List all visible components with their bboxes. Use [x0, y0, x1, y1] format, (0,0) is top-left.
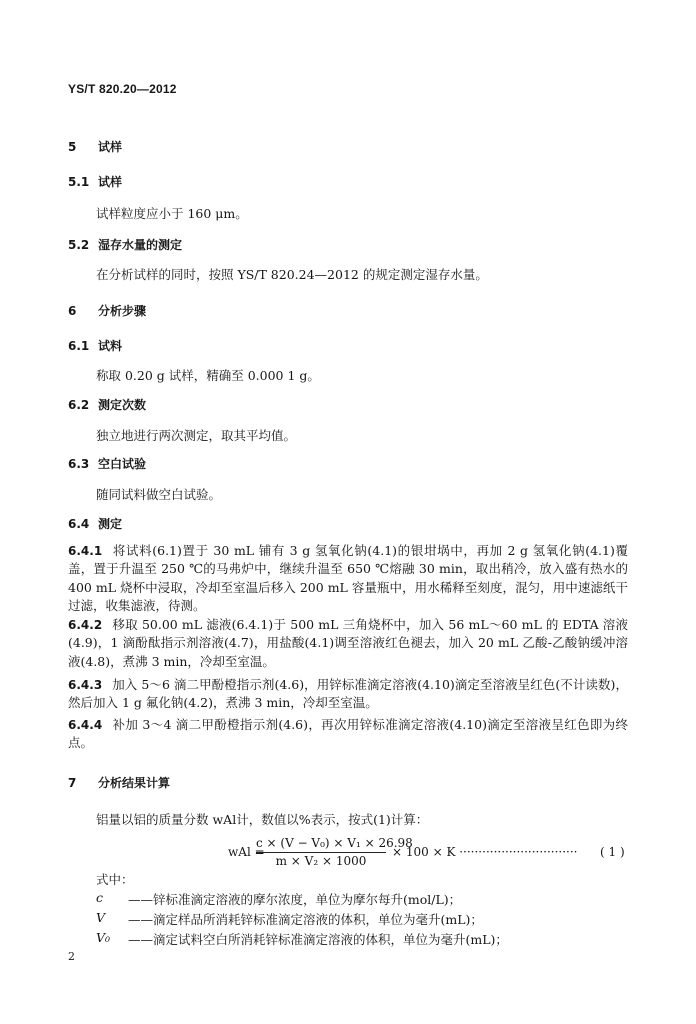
- section-title: 测定: [98, 517, 123, 531]
- section-title: 试样: [98, 175, 123, 189]
- paragraph-6-4-1: [68, 542, 628, 616]
- section-heading-6-2: [68, 396, 146, 413]
- paragraph-6-4-2: [68, 616, 628, 671]
- section-text-5-1: 试样粒度应小于 160 μm。: [96, 206, 248, 221]
- where-description: ——滴定试料空白所消耗锌标准滴定溶液的体积，单位为毫升(mL)；: [128, 932, 508, 947]
- section-7-intro: 铝量以铝的质量分数 wAl计，数值以%表示，按式(1)计算：: [96, 812, 429, 827]
- where-symbol: V₀: [96, 930, 111, 945]
- where-symbol: c: [96, 890, 104, 905]
- section-number: 6.2: [68, 398, 90, 412]
- where-description: ——滴定样品所消耗锌标准滴定溶液的体积，单位为毫升(mL)；: [128, 912, 483, 927]
- where-description: ——锌标准滴定溶液的摩尔浓度，单位为摩尔每升(mol/L)；: [128, 892, 462, 907]
- section-title: 空白试验: [98, 457, 147, 471]
- clause-number: 6.4.2: [68, 618, 103, 632]
- section-number: 5: [68, 140, 77, 154]
- section-text-6-1: 称取 0.20 g 试样，精确至 0.000 1 g。: [96, 368, 320, 383]
- paragraph-6-4-4: [68, 716, 628, 753]
- equation-number: ( 1 ): [600, 845, 625, 859]
- section-heading-5-1: [68, 173, 122, 190]
- section-number: 5.2: [68, 238, 90, 252]
- formula-lhs: wAl =: [228, 845, 265, 859]
- clause-text: 加入 5～6 滴二甲酚橙指示剂(4.6)，用锌标准滴定溶液(4.10)滴定至溶液呈红色(不计读数)，然后加入 1 g 氟化钠(4.2)，煮沸 3 min，冷却至室温。: [68, 677, 628, 711]
- section-title: 试样: [98, 140, 123, 154]
- section-number: 6.4: [68, 517, 90, 531]
- section-heading-6-3: [68, 455, 146, 472]
- section-title: 试料: [98, 339, 123, 353]
- where-symbol: V: [96, 910, 106, 925]
- fraction-bar: [256, 852, 386, 853]
- clause-text: 移取 50.00 mL 滤液(6.4.1)于 500 mL 三角烧杯中，加入 56 mL～60 mL 的 EDTA 溶液(4.9)，1 滴酚酞指示剂溶液(4.7)，用盐酸(4.1)调至溶液红色褪去，加入 20 mL 乙酸-乙酸钠缓冲溶液(4.8)，煮沸 3 min，冷却至室温。: [68, 617, 628, 669]
- section-heading-6-1: [68, 337, 122, 354]
- paragraph-6-4-3: [68, 676, 628, 713]
- section-number: 6: [68, 304, 77, 318]
- clause-number: 6.4.4: [68, 718, 103, 732]
- where-label: 式中：: [96, 872, 134, 887]
- section-number: 5.1: [68, 175, 90, 189]
- page-number: 2: [68, 950, 75, 963]
- section-title: 分析步骤: [98, 304, 147, 318]
- section-number: 6.3: [68, 457, 90, 471]
- section-text-6-2: 独立地进行两次测定，取其平均值。: [96, 428, 297, 443]
- section-heading-6: [68, 302, 146, 319]
- section-text-5-2: 在分析试样的同时，按照 YS/T 820.24—2012 的规定测定湿存水量。: [96, 267, 488, 282]
- section-title: 测定次数: [98, 398, 147, 412]
- standard-code: YS/T 820.20—2012: [68, 82, 177, 96]
- formula-tail: × 100 × K ·······························: [392, 845, 578, 859]
- section-number: 6.1: [68, 339, 90, 353]
- clause-number: 6.4.3: [68, 678, 103, 692]
- clause-number: 6.4.1: [68, 544, 103, 558]
- section-heading-5: [68, 138, 122, 155]
- formula-denominator: m × V₂ × 1000: [275, 854, 367, 868]
- formula-numerator: c × (V − V₀) × V₁ × 26.98: [256, 836, 413, 850]
- section-heading-5-2: [68, 236, 182, 253]
- section-heading-7: [68, 774, 170, 791]
- section-title: 湿存水量的测定: [98, 238, 183, 252]
- clause-text: 将试料(6.1)置于 30 mL 铺有 3 g 氢氧化钠(4.1)的银坩埚中，再加 2 g 氢氧化钠(4.1)覆盖，置于升温至 250 ℃的马弗炉中，继续升温至 650 ℃熔融 30 min，取出稍冷，放入盛有热水的 400 mL 烧杯中浸取，冷却至室温后移入 200 mL 容量瓶中，用水稀释至刻度，混匀，用中速滤纸干过滤，收集滤液，待测。: [68, 543, 628, 614]
- section-title: 分析结果计算: [98, 776, 171, 790]
- section-text-6-3: 随同试料做空白试验。: [96, 487, 222, 502]
- section-heading-6-4: [68, 515, 122, 532]
- clause-text: 补加 3～4 滴二甲酚橙指示剂(4.6)，再次用锌标准滴定溶液(4.10)滴定至溶液呈红色即为终点。: [68, 717, 628, 751]
- section-number: 7: [68, 776, 77, 790]
